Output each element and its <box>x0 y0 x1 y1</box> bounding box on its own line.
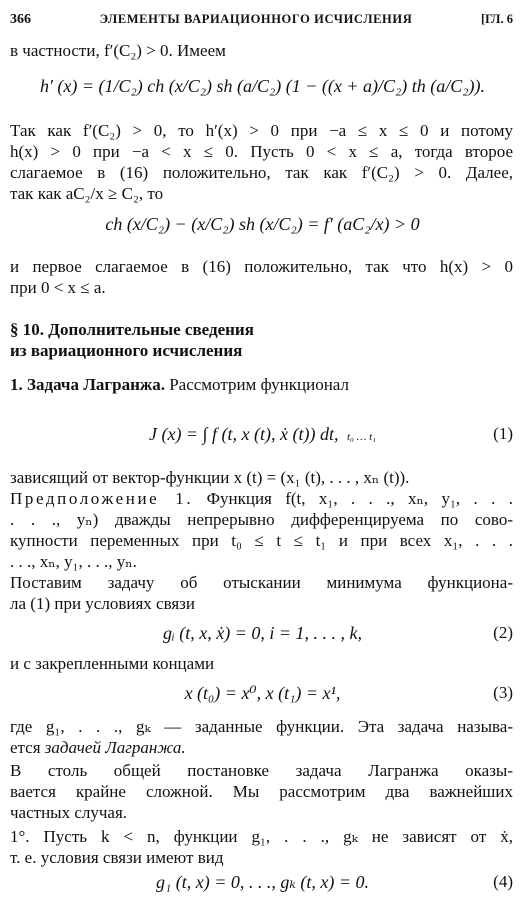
text-line: и первое слагаемое в (16) положительно, так что h(x) > 0 <box>10 257 513 276</box>
text-line: зависящий от вектор-функции x (t) = (x₁ (t), . . . , xₙ (t)). <box>10 468 410 487</box>
text-line: В столь общей постановке задача Лагранжа оказы- <box>10 761 513 780</box>
page-number: 366 <box>10 12 31 27</box>
subsection-title: 1. Задача Лагранжа. <box>10 375 165 394</box>
text-line: 1°. Пусть k < n, функции g₁, . . ., gₖ не зависят от ẋ, <box>10 827 513 846</box>
assumption-label: Предположение 1. <box>10 489 194 508</box>
formula-functional-body: J (x) = ∫ f (t, x (t), ẋ (t)) dt, <box>148 424 339 444</box>
text-line <box>10 488 513 510</box>
equation-number: (3) <box>493 683 513 702</box>
equation-number: (1) <box>493 424 513 443</box>
formula-holonomic: g₁ (t, x) = 0, . . ., gₖ (t, x) = 0. <box>155 872 370 892</box>
formula-ch-inequality: ch (x/C₂) − (x/C₂) sh (x/C₂) = f′ (aC₂/x) > 0 <box>105 214 420 234</box>
chapter-marker: [ГЛ. 6 <box>480 12 513 26</box>
integral-limits: t₀ … t₁ <box>346 431 377 443</box>
formula-constraints: gᵢ (t, x, ẋ) = 0, i = 1, . . . , k, <box>162 623 363 643</box>
text-line: Поставим задачу об отыскании минимума функциона- <box>10 573 513 592</box>
text-line: т. е. условия связи имеют вид <box>10 848 224 867</box>
section-heading: из вариационного исчисления <box>10 341 243 360</box>
text-line: слагаемое в (16) положительно, так как f′(C₂) > 0. Далее, <box>10 163 513 182</box>
text-line: где g₁, . . ., gₖ — заданные функции. Эта задача называ- <box>10 717 513 736</box>
text-line: h(x) > 0 при −a < x ≤ 0. Пусть 0 < x ≤ a, тогда второе <box>10 142 513 161</box>
formula-h-prime: h′ (x) = (1/C₂) ch (x/C₂) sh (a/C₂) (1 − ((x + a)/C₂) th (a/C₂)). <box>39 76 486 96</box>
text-line: Так как f′(C₂) > 0, то h′(x) > 0 при −a ≤ x ≤ 0 и потому <box>10 121 513 140</box>
text-line: . . ., xₙ, y₁, . . ., yₙ. <box>10 552 137 571</box>
term-lagrange-problem: задачей Лагранжа. <box>44 738 186 757</box>
equation-number: (4) <box>493 872 513 891</box>
equation-number: (2) <box>493 623 513 642</box>
text-line: и с закрепленными концами <box>10 654 215 673</box>
text-line: купности переменных при t₀ ≤ t ≤ t₁ и при всех x₁, . . . <box>10 531 513 550</box>
text-line: . . ., yₙ) дважды непрерывно дифференцируема по сово- <box>10 510 513 529</box>
text-span: ется <box>10 738 45 757</box>
running-title: ЭЛЕМЕНТЫ ВАРИАЦИОННОГО ИСЧИСЛЕНИЯ <box>99 12 413 26</box>
text-span: Функция f(t, x₁, . . ., xₙ, y₁, . . . <box>193 489 513 508</box>
text-span: Рассмотрим функционал <box>164 375 349 394</box>
text-line: частных случая. <box>10 803 128 822</box>
text-line <box>10 737 513 759</box>
paragraph-lagrange <box>10 374 513 396</box>
text-line: в частности, f′(C₂) > 0. Имеем <box>10 41 226 60</box>
section-heading: § 10. Дополнительные сведения <box>10 320 254 339</box>
text-line: ла (1) при условиях связи <box>10 594 195 613</box>
running-header <box>10 8 513 31</box>
text-line: при 0 < x ≤ a. <box>10 278 106 297</box>
formula-endpoints: x (t₀) = x⁰, x (t₁) = x¹, <box>184 683 341 703</box>
formula-functional <box>0 424 525 445</box>
text-line: вается крайне сложной. Мы рассмотрим два важнейших <box>10 782 513 801</box>
text-line: так как aC₂/x ≥ C₂, то <box>10 184 164 203</box>
